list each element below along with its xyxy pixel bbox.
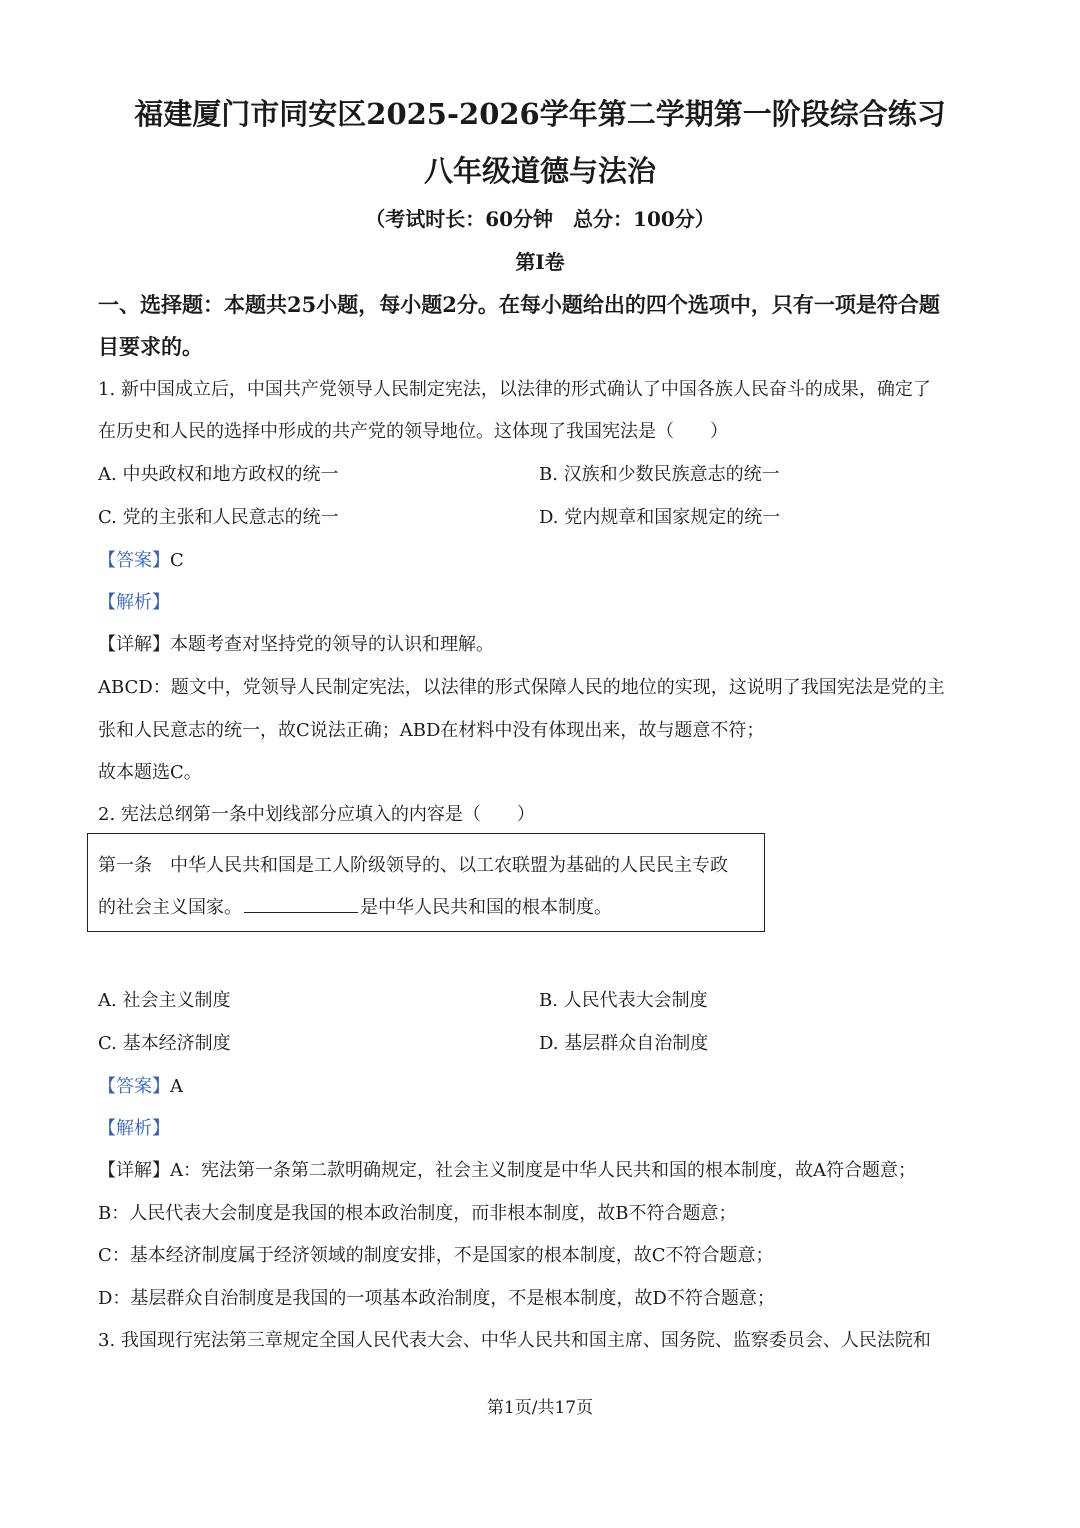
- q1-detail: [98, 630, 494, 656]
- section-heading-line1: 一、选择题：本题共25小题，每小题2分。在每小题给出的四个选项中，只有一项是符合题: [98, 292, 940, 317]
- q1-answer: [98, 546, 184, 572]
- exam-info: （考试时长：60分钟 总分：100分）: [365, 207, 715, 231]
- q2-detail-a-text: A：宪法第一条第二款明确规定，社会主义制度是中华人民共和国的根本制度，故A符合题意；: [170, 1160, 916, 1181]
- q3-stem-line1: 3. 我国现行宪法第三章规定全国人民代表大会、中华人民共和国主席、国务院、监察委员会、人民法院和: [98, 1330, 931, 1351]
- q1-option-a: A. 中央政权和地方政权的统一: [98, 464, 339, 485]
- q1-analysis-tag: 【解析】: [98, 592, 170, 613]
- q1-explain-line1: ABCD：题文中，党领导人民制定宪法，以法律的形式保障人民的地位的实现，这说明了我国宪法是党的主: [98, 677, 945, 698]
- q2-answer-value: A: [170, 1076, 183, 1097]
- q2-detail-a: [98, 1156, 916, 1182]
- q2-detail-b: B：人民代表大会制度是我国的根本政治制度，而非根本制度，故B不符合题意；: [98, 1203, 737, 1224]
- q2-analysis-tag: 【解析】: [98, 1118, 170, 1139]
- q2-detail-d: D：基层群众自治制度是我国的一项基本政治制度，不是根本制度，故D不符合题意；: [98, 1288, 775, 1309]
- q2-option-d: D. 基层群众自治制度: [539, 1033, 709, 1054]
- q2-box-line2-pre: 的社会主义国家。: [98, 897, 242, 918]
- q2-stem: 2. 宪法总纲第一条中划线部分应填入的内容是（ ）: [98, 804, 535, 825]
- q2-option-a: A. 社会主义制度: [98, 990, 231, 1011]
- q2-detail-c: C：基本经济制度属于经济领域的制度安排，不是国家的根本制度，故C不符合题意；: [98, 1245, 774, 1266]
- page-number: 第1页/共17页: [486, 1398, 594, 1418]
- q1-stem-line2: 在历史和人民的选择中形成的共产党的领导地位。这体现了我国宪法是（ ）: [98, 421, 728, 442]
- page-title: 福建厦门市同安区2025-2026学年第二学期第一阶段综合练习: [134, 97, 946, 131]
- q2-option-b: B. 人民代表大会制度: [539, 990, 708, 1011]
- q2-option-c: C. 基本经济制度: [98, 1033, 231, 1054]
- q1-option-b: B. 汉族和少数民族意志的统一: [539, 464, 780, 485]
- fill-blank: [244, 898, 358, 913]
- q1-option-d: D. 党内规章和国家规定的统一: [539, 507, 781, 528]
- q1-answer-value: C: [170, 550, 184, 571]
- q2-box-line2-post: 是中华人民共和国的根本制度。: [360, 897, 612, 918]
- section-heading-line2: 目要求的。: [98, 334, 203, 359]
- subject-title: 八年级道德与法治: [423, 154, 656, 188]
- q2-answer: [98, 1072, 183, 1098]
- q1-detail-tag: 【详解】: [98, 634, 170, 655]
- q2-detail-tag: 【详解】: [98, 1160, 170, 1181]
- q1-detail-text: 本题考查对坚持党的领导的认识和理解。: [170, 634, 494, 655]
- q1-conclusion: 故本题选C。: [98, 762, 202, 783]
- q2-box-line1: 第一条 中华人民共和国是工人阶级领导的、以工农联盟为基础的人民民主专政: [98, 855, 728, 876]
- q1-answer-tag: 【答案】: [98, 550, 170, 571]
- q2-box-line2: [98, 893, 612, 919]
- q1-stem-line1: 1. 新中国成立后，中国共产党领导人民制定宪法，以法律的形式确认了中国各族人民奋斗的成果，确定了: [98, 379, 931, 400]
- volume-label: 第Ⅰ卷: [515, 250, 565, 274]
- q1-explain-line2: 张和人民意志的统一，故C说法正确；ABD在材料中没有体现出来，故与题意不符；: [98, 720, 765, 741]
- q2-answer-tag: 【答案】: [98, 1076, 170, 1097]
- q1-option-c: C. 党的主张和人民意志的统一: [98, 507, 339, 528]
